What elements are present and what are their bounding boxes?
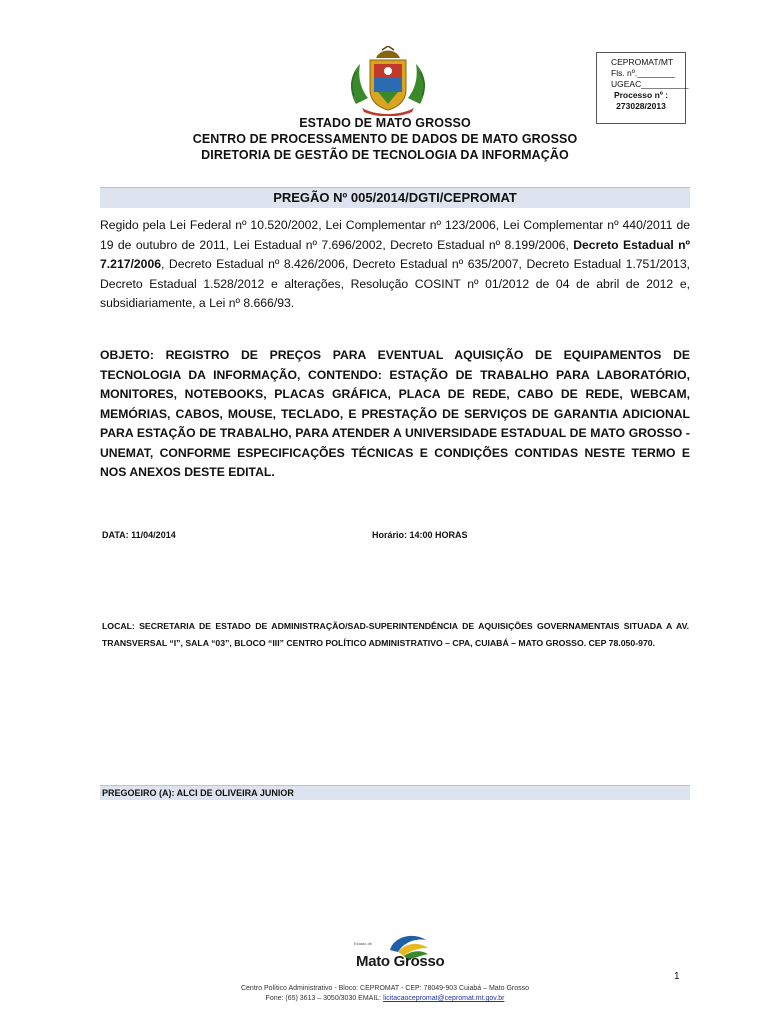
auctioneer-bar: PREGOEIRO (A): ALCI DE OLIVEIRA JUNIOR [100,785,690,800]
session-time: Horário: 14:00 HORAS [372,530,468,540]
header-center: CENTRO DE PROCESSAMENTO DE DADOS DE MATO GROSSO [192,132,578,146]
footer-contact [0,995,770,1002]
footer-email-link[interactable]: licitacaocepromat@cepromat.mt.gov.br [383,995,505,1002]
page-number: 1 [674,971,680,982]
legal-text-part1: Regido pela Lei Federal nº 10.520/2002, Lei Complementar nº 123/2006, Lei Complementar nº 440/2011 de 19 de outubro de 2011, Lei Estadual nº 7.696/2002, Decreto Estadual nº 8.199/2006, [100,218,690,252]
coat-of-arms-icon [346,46,430,116]
header-directorate: DIRETORIA DE GESTÃO DE TECNOLOGIA DA INFORMAÇÃO [201,148,569,162]
footer-phone: Fone: (65) 3613 – 3050/3030 EMAIL: [265,995,384,1002]
legal-text-part2: , Decreto Estadual nº 8.426/2006, Decreto Estadual nº 635/2007, Decreto Estadual 1.751/2013, Decreto Estadual 1.528/2012 e alterações, Resolução COSINT nº 01/2012 de 04 de abril de 2012 e, subsidiariamente, a Lei nº 8.666/93. [100,257,690,310]
logo-text: Mato Grosso [356,953,445,970]
legal-text-bold: Decreto Estadual nº 7.217/2006 [100,237,690,271]
mato-grosso-logo [350,928,458,976]
protocol-stamp-box [596,52,689,124]
protocol-ugeac: UGEAC__________ [611,79,689,89]
session-date: DATA: 11/04/2014 [102,530,176,540]
location-paragraph: LOCAL: SECRETARIA DE ESTADO DE ADMINISTRAÇÃO/SAD-SUPERINTENDÊNCIA DE AQUISIÇÕES GOVERNAMENTAIS SITUADA A AV. TRANSVERSAL “I”, SALA “03”, BLOCO “III” CENTRO POLÍTICO ADMINISTRATIVO – CPA, CUIABÁ – MATO GROSSO. CEP 78.050-970. [102,621,689,648]
svg-text:Estado de: Estado de [354,941,373,946]
footer-address: Centro Político Administrativo - Bloco: CEPROMAT - CEP: 78049-903 Cuiabá – Mato Grosso [240,985,530,992]
legal-basis-paragraph [100,216,690,314]
object-paragraph: OBJETO: REGISTRO DE PREÇOS PARA EVENTUAL AQUISIÇÃO DE EQUIPAMENTOS DE TECNOLOGIA DA INFORMAÇÃO, CONTENDO: ESTAÇÃO DE TRABALHO PARA LABORATÓRIO, MONITORES, NOTEBOOKS, PLACAS GRÁFICA, PLACA DE REDE, CABO DE REDE, WEBCAM, MEMÓRIAS, CABOS, MOUSE, TECLADO, E PRESTAÇÃO DE SERVIÇOS DE GARANTIA ADICIONAL PARA ESTAÇÃO DE TRABALHO, PARA ATENDER A UNIVERSIDADE ESTADUAL DE MATO GROSSO - UNEMAT, CONFORME ESPECIFICAÇÕES TÉCNICAS E CONDIÇÕES CONTIDAS NESTE TERMO E NOS ANEXOS DESTE EDITAL. [100,348,690,479]
protocol-process-number: 273028/2013 [616,101,666,111]
protocol-process-label: Processo nº : [613,90,669,100]
protocol-org: CEPROMAT/MT [611,57,674,67]
protocol-folhas: Fls. nº.________ [611,68,676,78]
header-state: ESTADO DE MATO GROSSO [299,116,471,130]
document-title: PREGÃO Nº 005/2014/DGTI/CEPROMAT [100,187,690,208]
